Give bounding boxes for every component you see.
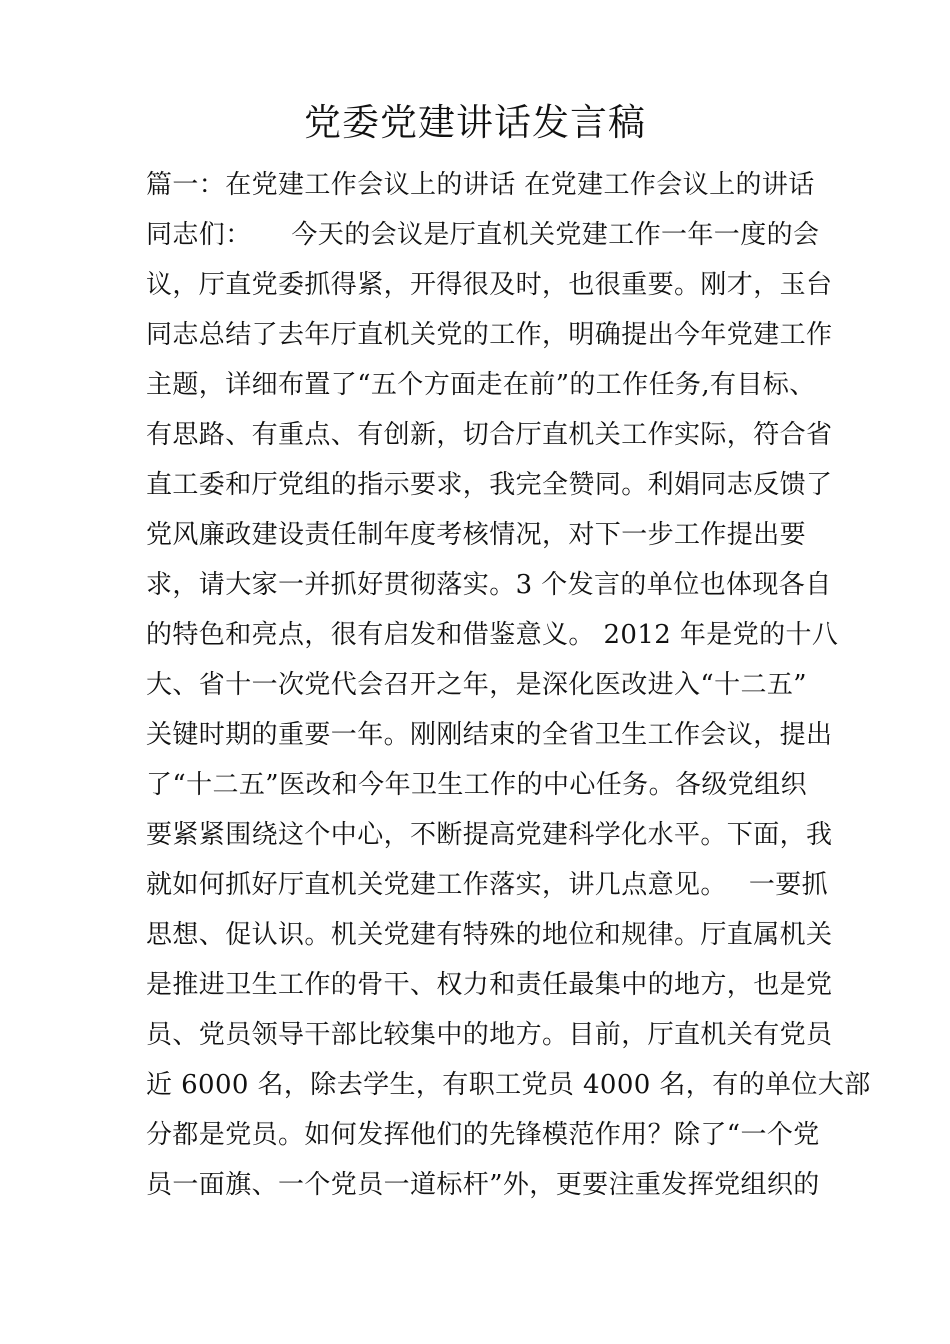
body-line: 同志总结了去年厅直机关党的工作，明确提出今年党建工作: [146, 320, 833, 350]
body-line: 近 6000 名，除去学生，有职工党员 4000 名，有的单位大部: [146, 1070, 871, 1100]
body-line: 员、党员领导干部比较集中的地方。目前，厅直机关有党员: [146, 1020, 833, 1050]
body-line: 直工委和厅党组的指示要求，我完全赞同。利娟同志反馈了: [146, 470, 833, 500]
body-line: 分都是党员。如何发挥他们的先锋模范作用？除了“一个党: [146, 1120, 820, 1150]
body-line: 同志们： 今天的会议是厅直机关党建工作一年一度的会: [146, 220, 820, 250]
body-line: 主题，详细布置了“五个方面走在前”的工作任务,有目标、: [146, 370, 816, 400]
document-body: [146, 160, 871, 1210]
body-line: 有思路、有重点、有创新，切合厅直机关工作实际，符合省: [146, 420, 833, 450]
body-line: 要紧紧围绕这个中心，不断提高党建科学化水平。下面，我: [146, 820, 833, 850]
body-line: 的特色和亮点，很有启发和借鉴意义。 2012 年是党的十八: [146, 620, 839, 650]
body-line: 思想、促认识。机关党建有特殊的地位和规律。厅直属机关: [146, 920, 833, 950]
document-title: 党委党建讲话发言稿: [304, 101, 646, 144]
body-line: 大、省十一次党代会召开之年，是深化医改进入“十二五”: [146, 670, 807, 700]
body-line: 就如何抓好厅直机关党建工作落实，讲几点意见。 一要抓: [146, 870, 829, 900]
body-line: 党风廉政建设责任制年度考核情况，对下一步工作提出要: [146, 520, 807, 550]
body-line: 了“十二五”医改和今年卫生工作的中心任务。各级党组织: [146, 770, 807, 800]
body-line: 关键时期的重要一年。刚刚结束的全省卫生工作会议，提出: [146, 720, 833, 750]
body-line: 员一面旗、一个党员一道标杆”外，更要注重发挥党组织的: [146, 1170, 820, 1200]
body-line: 议，厅直党委抓得紧，开得很及时，也很重要。刚才，玉台: [146, 270, 833, 300]
body-line: 求，请大家一并抓好贯彻落实。3 个发言的单位也体现各自: [146, 570, 832, 600]
body-line: 篇一：在党建工作会议上的讲话 在党建工作会议上的讲话: [146, 170, 815, 200]
body-line: 是推进卫生工作的骨干、权力和责任最集中的地方，也是党: [146, 970, 833, 1000]
